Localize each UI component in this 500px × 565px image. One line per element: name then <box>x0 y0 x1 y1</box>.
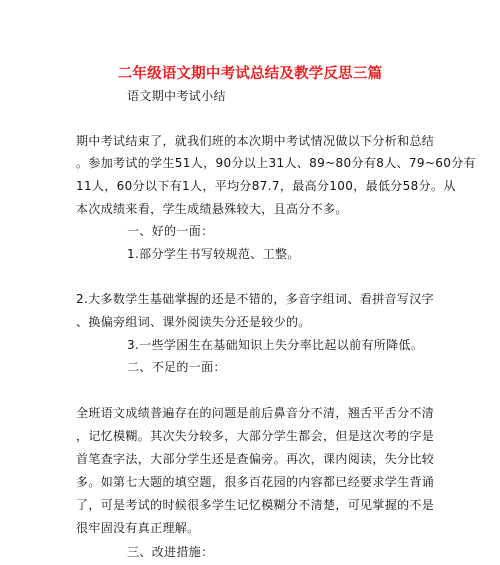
document-title: 二年级语文期中考试总结及教学反思三篇 <box>117 66 383 82</box>
paragraph-line: 全班语文成绩普遍存在的问题是前后鼻音分不清，翘舌平舌分不清 <box>76 406 435 420</box>
paragraph-line: ，记忆模糊。其次失分较多，大部分学生都会，但是这次考的字是 <box>76 429 435 443</box>
section-heading: 二、不足的一面： <box>127 360 226 374</box>
list-item-line: 、换偏旁组词、课外阅读失分还是较少的。 <box>76 315 311 329</box>
paragraph-line: 。参加考试的学生51人，90分以上31人、89~80分有8人、79~60分有 <box>76 156 476 170</box>
paragraph-line: 首笔查字法，大部分学生还是查偏旁。再次，课内阅读，失分比较 <box>76 452 435 466</box>
list-item-line: 2.大多数学生基础掌握的还是不错的，多音字组词、看拼音写汉字 <box>76 292 434 306</box>
document-subtitle: 语文期中考试小结 <box>127 89 226 103</box>
section-heading: 三、改进措施： <box>127 545 214 559</box>
paragraph-line: 期中考试结束了，就我们班的本次期中考试情况做以下分析和总结 <box>76 134 435 148</box>
list-item: 3.一些学困生在基础知识上失分率比起以前有所降低。 <box>127 338 424 352</box>
paragraph-line: 了，可是考试的时候很多学生记忆模糊分不清楚，可见掌握的不是 <box>76 498 435 512</box>
paragraph-line: 本次成绩来看，学生成绩悬殊较大，且高分不多。 <box>76 202 348 216</box>
paragraph-line: 11人，60分以下有1人，平均分87.7，最高分100，最低分58分。从 <box>76 179 456 193</box>
paragraph-line: 很牢固没有真正理解。 <box>76 521 200 535</box>
paragraph-line: 多。如第七大题的填空题，很多百花园的内容都已经要求学生背诵 <box>76 475 435 489</box>
section-heading: 一、好的一面： <box>127 224 214 238</box>
list-item: 1.部分学生书写较规范、工整。 <box>127 247 300 261</box>
